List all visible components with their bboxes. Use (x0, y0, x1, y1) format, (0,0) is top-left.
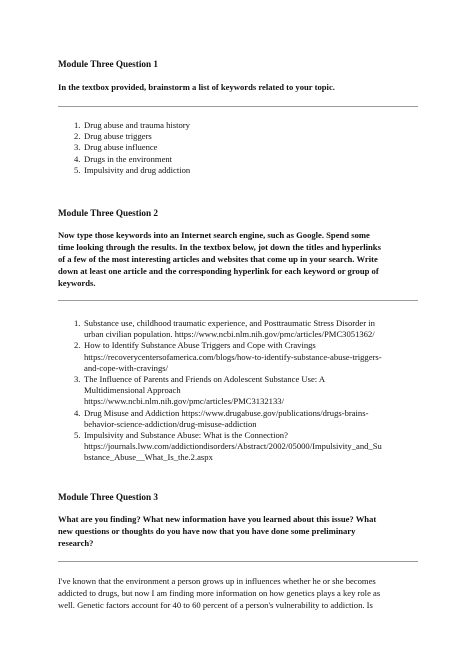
list-item: 4. Drugs in the environment (74, 153, 173, 164)
list-item: 2. Drug abuse triggers (74, 131, 152, 142)
list-item: 5. Impulsivity and Substance Abuse: What is the Connection? https://journals.lww.com/addictiondisorders/Abstract/2002/05000/Impulsivity_and_Su bstance_Abuse__What_Is_the.2.aspx (74, 430, 382, 463)
q2-prompt: Now type those keywords into an Internet search engine, such as Google. Spend some time looking through the results. In the textbox below, jot down the titles and hyperlinks of a few of the most interesting articles and websites that come up in your search. Write down at least one article and the corresponding hyperlink for each keyword or group of keywords. (58, 230, 381, 288)
q3-prompt: What are you finding? What new information have you learned about this issue? What new questions or thoughts do you have now that you have done some preliminary research? (58, 514, 377, 548)
q1-textbox-top-border (58, 106, 418, 107)
list-item: 5. Impulsivity and drug addiction (74, 164, 191, 175)
q2-heading: Module Three Question 2 (58, 208, 158, 218)
q1-prompt: In the textbox provided, brainstorm a list of keywords related to your topic. (58, 82, 335, 92)
list-item: 1. Substance use, childhood traumatic experience, and Posttraumatic Stress Disorder in urban civilian population. https://www.ncbi.nlm.nih.gov/pmc/articles/PMC3051362/ (74, 318, 375, 340)
list-item: 2. How to Identify Substance Abuse Triggers and Cope with Cravings https://recoverycentersofamerica.com/blogs/how-to-identify-substance-abuse-triggers- and-cope-with-cravings/ (74, 340, 382, 373)
list-item: 4. Drug Misuse and Addiction https://www.drugabuse.gov/publications/drugs-brains- behavior-science-addiction/drug-misuse-addiction (74, 407, 369, 429)
q3-textbox-top-border (58, 561, 418, 562)
q3-heading: Module Three Question 3 (58, 492, 158, 502)
q3-answer-paragraph: I've known that the environment a person grows up in influences whether he or she becomes addicted to drugs, but now I am finding more information on how genetics plays a key role as well. Genetic factors account for 40 to 60 percent of a person's vulnerability to addiction. Is (58, 576, 381, 610)
list-item: 3. The Influence of Parents and Friends on Adolescent Substance Use: A Multidimensional Approach https://www.ncbi.nlm.nih.gov/pmc/articles/PMC3132133/ (74, 374, 326, 407)
q2-article-list (58, 318, 428, 464)
list-item: 1. Drug abuse and trauma history (74, 120, 190, 130)
q1-keyword-list (58, 120, 418, 176)
q1-heading: Module Three Question 1 (58, 59, 158, 69)
q2-textbox-top-border (58, 300, 418, 301)
list-item: 3. Drug abuse influence (74, 142, 158, 153)
